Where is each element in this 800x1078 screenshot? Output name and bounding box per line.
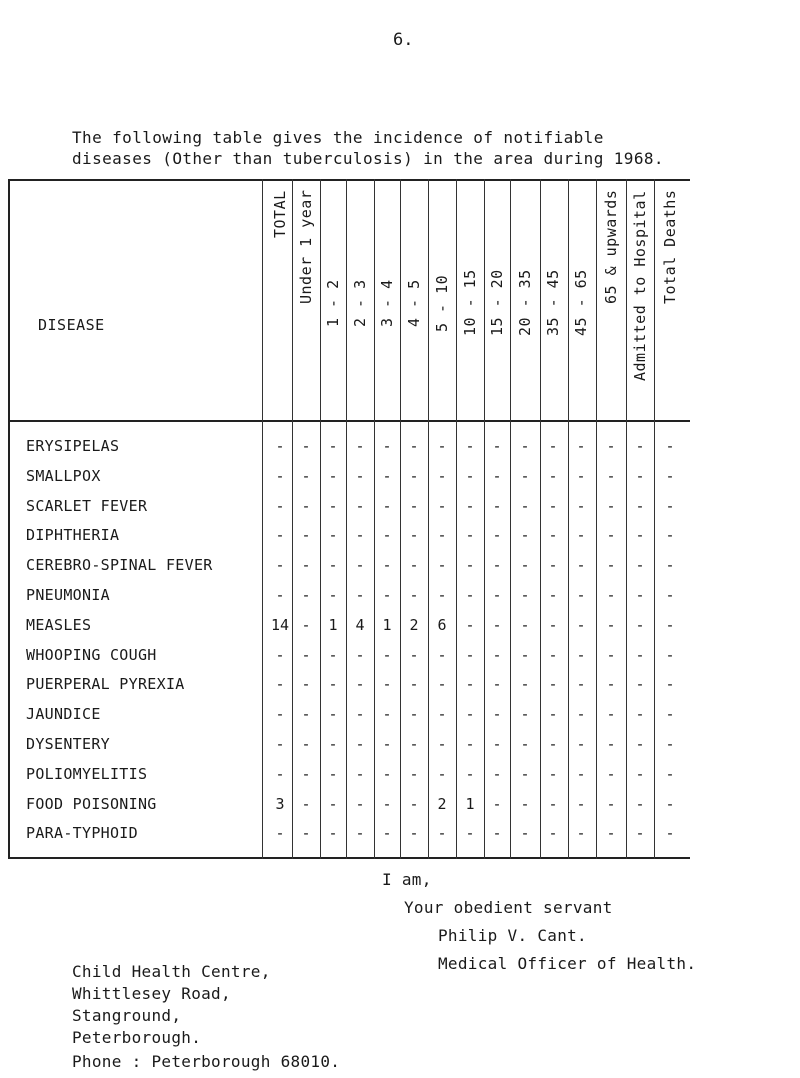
table-cell: - (606, 764, 616, 783)
table-cell: - (665, 824, 675, 843)
column-header: Under 1 year (297, 190, 315, 305)
table-cell: - (635, 824, 645, 843)
table-cell: - (548, 496, 558, 515)
table-cell: - (328, 764, 338, 783)
disease-name: DYSENTERY (26, 735, 110, 753)
table-cell: 1 (382, 615, 392, 634)
table-cell: - (409, 735, 419, 753)
table-cell: - (382, 526, 392, 545)
table-cell: - (635, 615, 645, 634)
table-cell: - (665, 437, 675, 455)
intro-text (72, 127, 664, 169)
table-cell: - (576, 556, 586, 575)
table-cell: - (576, 496, 586, 515)
disease-name: DIPHTHERIA (26, 526, 120, 545)
table-cell: - (382, 764, 392, 783)
disease-name: POLIOMYELITIS (26, 764, 148, 783)
table-cell: - (492, 764, 502, 783)
table-cell: 3 (275, 794, 285, 813)
disease-name: PARA-TYPHOID (26, 824, 138, 843)
table-cell: - (275, 735, 285, 753)
table-cell: - (520, 526, 530, 545)
column-divider (262, 179, 263, 859)
table-cell: - (409, 794, 419, 813)
table-cell: - (665, 496, 675, 515)
table-cell: - (301, 496, 311, 515)
table-cell: - (355, 645, 365, 664)
table-cell: - (520, 675, 530, 694)
table-cell: - (665, 675, 675, 694)
header-divider (8, 420, 690, 422)
table-cell: - (275, 764, 285, 783)
table-cell: - (301, 615, 311, 634)
table-cell: - (635, 675, 645, 694)
table-cell: - (665, 794, 675, 813)
disease-name: FOOD POISONING (26, 794, 157, 813)
table-cell: - (548, 675, 558, 694)
table-cell: - (520, 764, 530, 783)
table-cell: - (492, 466, 502, 485)
table-cell: - (301, 466, 311, 485)
table-cell: - (301, 764, 311, 783)
table-cell: - (635, 466, 645, 485)
table-cell: 6 (437, 615, 447, 634)
table-cell: - (576, 705, 586, 724)
table-cell: - (635, 645, 645, 664)
table-cell: - (382, 496, 392, 515)
table-cell: - (301, 586, 311, 604)
table-cell: - (548, 794, 558, 813)
table-cell: - (520, 824, 530, 843)
table-cell: - (382, 466, 392, 485)
column-divider (510, 179, 511, 859)
table-cell: - (382, 437, 392, 455)
table-cell: - (665, 466, 675, 485)
table-cell: - (355, 556, 365, 575)
table-cell: - (665, 735, 675, 753)
table-cell: - (275, 705, 285, 724)
table-cell: - (520, 705, 530, 724)
table-cell: - (606, 615, 616, 634)
table-cell: - (492, 675, 502, 694)
table-cell: - (492, 437, 502, 455)
table-cell: - (635, 526, 645, 545)
table-cell: - (301, 735, 311, 753)
signatory-title: Medical Officer of Health. (438, 954, 697, 973)
table-cell: - (548, 824, 558, 843)
intro-line-1: The following table gives the incidence of notifiable (72, 128, 604, 147)
intro-line-2: diseases (Other than tuberculosis) in the area during 1968. (72, 149, 664, 168)
table-cell: - (382, 705, 392, 724)
table-cell: - (465, 615, 475, 634)
table-cell: - (606, 437, 616, 455)
table-cell: - (355, 526, 365, 545)
table-cell: - (409, 764, 419, 783)
disease-name: CEREBRO-SPINAL FEVER (26, 556, 213, 575)
table-cell: - (355, 675, 365, 694)
table-cell: - (275, 675, 285, 694)
table-cell: - (492, 496, 502, 515)
column-header: 10 - 15 (461, 269, 479, 337)
table-cell: - (437, 526, 447, 545)
table-cell: - (328, 735, 338, 753)
table-cell: - (520, 794, 530, 813)
table-cell: - (520, 615, 530, 634)
table-cell: - (409, 645, 419, 664)
column-header: 15 - 20 (488, 269, 506, 337)
table-cell: - (437, 496, 447, 515)
table-cell: - (328, 824, 338, 843)
table-cell: - (606, 705, 616, 724)
table-cell: - (409, 675, 419, 694)
table-cell: - (635, 586, 645, 604)
table-cell: - (382, 824, 392, 843)
table-cell: - (606, 824, 616, 843)
table-cell: - (576, 794, 586, 813)
table-cell: - (437, 705, 447, 724)
table-cell: - (665, 705, 675, 724)
table-cell: - (548, 705, 558, 724)
table-cell: - (465, 586, 475, 604)
table-cell: - (409, 466, 419, 485)
table-cell: - (328, 586, 338, 604)
table-cell: - (665, 645, 675, 664)
table-cell: - (382, 556, 392, 575)
table-cell: - (437, 675, 447, 694)
table-cell: - (382, 586, 392, 604)
table-cell: - (492, 645, 502, 664)
table-cell: - (355, 466, 365, 485)
table-cell: - (576, 615, 586, 634)
table-cell: - (409, 824, 419, 843)
table-cell: - (328, 675, 338, 694)
table-cell: - (275, 556, 285, 575)
table-cell: - (606, 586, 616, 604)
table-cell: - (301, 526, 311, 545)
table-cell: 1 (465, 794, 475, 813)
table-cell: 2 (409, 615, 419, 634)
table-cell: - (275, 526, 285, 545)
table-cell: - (548, 615, 558, 634)
table-cell: - (355, 586, 365, 604)
table-cell: - (301, 705, 311, 724)
table-cell: - (275, 466, 285, 485)
table-cell: - (437, 556, 447, 575)
table-cell: - (465, 466, 475, 485)
column-header: 4 - 5 (405, 279, 423, 327)
table-cell: - (355, 437, 365, 455)
address-line-3: Stanground, (72, 1006, 182, 1025)
column-divider (596, 179, 597, 859)
table-cell: - (665, 615, 675, 634)
table-cell: - (606, 735, 616, 753)
disease-name: ERYSIPELAS (26, 437, 120, 455)
table-cell: - (548, 645, 558, 664)
table-cell: - (548, 526, 558, 545)
table-cell: - (382, 645, 392, 664)
table-cell: - (635, 437, 645, 455)
table-cell: - (301, 556, 311, 575)
table-cell: 1 (328, 615, 338, 634)
table-cell: - (606, 794, 616, 813)
column-header: 65 & upwards (602, 190, 620, 305)
column-header: Admitted to Hospital (631, 190, 649, 381)
table-cell: - (437, 645, 447, 664)
table-cell: - (275, 496, 285, 515)
table-cell: - (409, 556, 419, 575)
address-line-2: Whittlesey Road, (72, 984, 231, 1003)
table-cell: - (492, 556, 502, 575)
table-cell: - (355, 705, 365, 724)
table-cell: - (301, 645, 311, 664)
table-cell: - (382, 735, 392, 753)
table-cell: - (576, 675, 586, 694)
table-cell: - (635, 794, 645, 813)
table-cell: - (606, 556, 616, 575)
phone-number: Phone : Peterborough 68010. (72, 1052, 341, 1071)
table-cell: - (355, 794, 365, 813)
table-cell: - (465, 437, 475, 455)
table-cell: - (437, 586, 447, 604)
table-cell: - (301, 675, 311, 694)
table-cell: - (409, 586, 419, 604)
table-cell: - (465, 705, 475, 724)
table-cell: - (665, 586, 675, 604)
table-cell: - (548, 556, 558, 575)
table-cell: - (328, 437, 338, 455)
table-cell: - (409, 526, 419, 545)
table-cell: - (437, 764, 447, 783)
table-cell: - (465, 735, 475, 753)
table-cell: - (465, 556, 475, 575)
table-cell: - (328, 645, 338, 664)
table-cell: - (548, 437, 558, 455)
table-cell: - (492, 735, 502, 753)
table-cell: - (465, 764, 475, 783)
table-cell: - (275, 437, 285, 455)
table-cell: - (548, 764, 558, 783)
table-cell: - (437, 466, 447, 485)
table-cell: - (606, 466, 616, 485)
table-cell: - (437, 824, 447, 843)
column-header: 2 - 3 (351, 279, 369, 327)
table-cell: - (465, 526, 475, 545)
table-cell: - (492, 526, 502, 545)
table-cell: - (548, 586, 558, 604)
disease-name: MEASLES (26, 615, 92, 634)
table-cell: - (576, 437, 586, 455)
table-cell: - (409, 496, 419, 515)
table-cell: - (301, 824, 311, 843)
column-header: 5 - 10 (433, 274, 451, 332)
table-cell: - (665, 556, 675, 575)
table-cell: - (275, 645, 285, 664)
table-cell: 4 (355, 615, 365, 634)
table-cell: - (492, 705, 502, 724)
table-cell: - (576, 735, 586, 753)
table-cell: - (465, 824, 475, 843)
table-cell: - (355, 824, 365, 843)
table-cell: - (437, 437, 447, 455)
table-cell: - (275, 586, 285, 604)
table-cell: - (465, 496, 475, 515)
table-cell: - (520, 437, 530, 455)
table-cell: - (328, 556, 338, 575)
table-cell: - (492, 824, 502, 843)
table-cell: - (606, 526, 616, 545)
table-cell: - (382, 675, 392, 694)
table-cell: - (328, 705, 338, 724)
table-cell: - (437, 735, 447, 753)
table-cell: - (635, 764, 645, 783)
table-cell: - (355, 496, 365, 515)
disease-column-header: DISEASE (38, 316, 105, 334)
table-cell: - (382, 794, 392, 813)
table-cell: - (635, 735, 645, 753)
column-header: 20 - 35 (516, 269, 534, 337)
table-cell: - (520, 735, 530, 753)
signatory-name: Philip V. Cant. (438, 926, 587, 945)
address-line-1: Child Health Centre, (72, 962, 271, 981)
table-cell: - (355, 764, 365, 783)
table-cell: - (465, 675, 475, 694)
table-cell: - (520, 556, 530, 575)
table-cell: - (520, 466, 530, 485)
column-header: 1 - 2 (324, 279, 342, 327)
table-cell: - (328, 526, 338, 545)
table-cell: - (606, 675, 616, 694)
column-header: 3 - 4 (378, 279, 396, 327)
table-cell: - (328, 496, 338, 515)
table-cell: - (328, 466, 338, 485)
disease-name: SMALLPOX (26, 466, 101, 485)
table-cell: - (548, 466, 558, 485)
table-cell: - (635, 496, 645, 515)
closing-salutation: I am, (382, 870, 432, 889)
table-cell: - (606, 496, 616, 515)
table-cell: - (492, 586, 502, 604)
table-cell: - (576, 645, 586, 664)
table-cell: - (465, 645, 475, 664)
closing-servant: Your obedient servant (404, 898, 613, 917)
table-cell: 2 (437, 794, 447, 813)
table-cell: - (355, 735, 365, 753)
disease-name: WHOOPING COUGH (26, 645, 157, 664)
table-cell: - (492, 615, 502, 634)
disease-name: SCARLET FEVER (26, 496, 148, 515)
page-number: 6. (393, 30, 414, 50)
disease-name: PNEUMONIA (26, 586, 110, 604)
table-cell: 14 (270, 615, 290, 634)
column-header: Total Deaths (661, 190, 679, 305)
table-cell: - (520, 496, 530, 515)
column-header: TOTAL (271, 190, 289, 238)
disease-name: PUERPERAL PYREXIA (26, 675, 185, 694)
disease-name: JAUNDICE (26, 705, 101, 724)
table-cell: - (275, 824, 285, 843)
table-cell: - (576, 466, 586, 485)
table-cell: - (665, 764, 675, 783)
table-cell: - (606, 645, 616, 664)
column-header: 45 - 65 (572, 269, 590, 337)
table-cell: - (409, 437, 419, 455)
column-header: 35 - 45 (544, 269, 562, 337)
table-cell: - (665, 526, 675, 545)
address-line-4: Peterborough. (72, 1028, 202, 1047)
table-cell: - (576, 526, 586, 545)
table-cell: - (548, 735, 558, 753)
table-cell: - (635, 705, 645, 724)
column-divider (654, 179, 655, 859)
table-cell: - (520, 586, 530, 604)
table-cell: - (301, 437, 311, 455)
table-cell: - (328, 794, 338, 813)
table-cell: - (409, 705, 419, 724)
table-cell: - (576, 764, 586, 783)
table-cell: - (635, 556, 645, 575)
table-cell: - (301, 794, 311, 813)
table-cell: - (576, 586, 586, 604)
table-cell: - (576, 824, 586, 843)
table-cell: - (492, 794, 502, 813)
table-cell: - (520, 645, 530, 664)
